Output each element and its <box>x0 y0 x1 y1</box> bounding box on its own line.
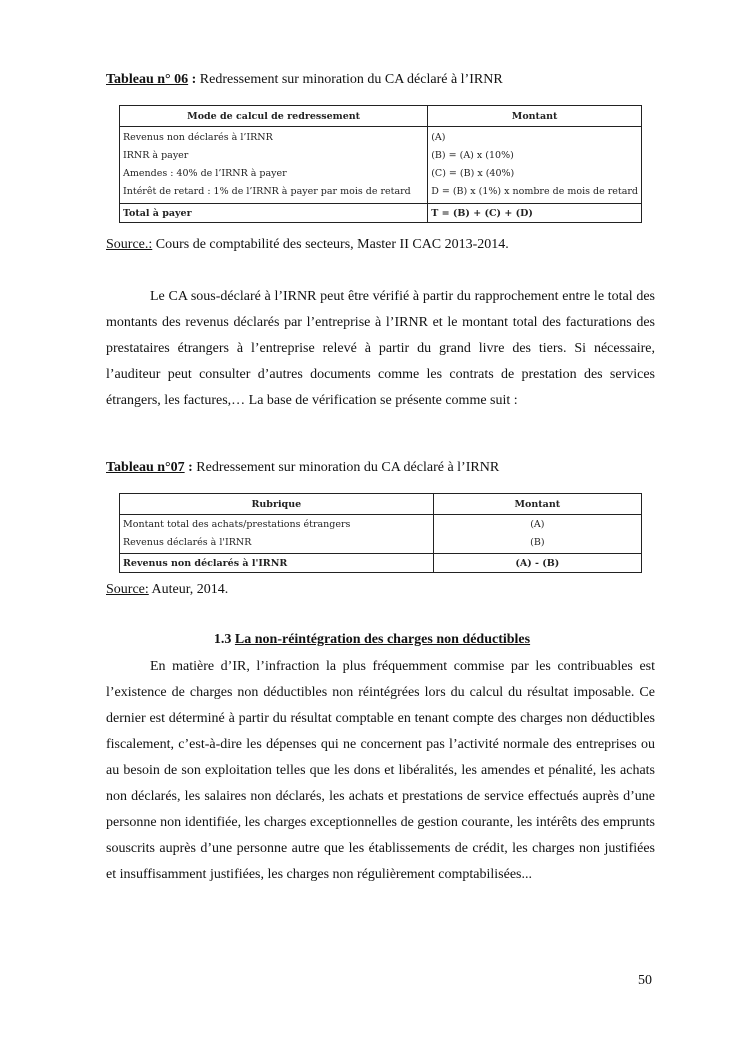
paragraph-charges: En matière d’IR, l’infraction la plus fréquemment commise par les contribuables est l’existence de charges non déductibles non réintégrées lors du calcul du résultat imposable. Ce dernier est déterminé à partir du résultat comptable en tenant compte des charges non déductibles fiscalement, c’est-à-dire les dépenses qui ne concernent pas l’activité normale des entreprises ou au besoin de son exploitation telles que les dons et libéralités, les amendes et pénalité, les achats non déclarés, les salaires non déclarés, les achats et prestations de service effectués auprès d’une personne non identifiée, les charges exceptionnelles de gestion courante, les intérêts des emprunts souscrits auprès d’une personne autre que les établissements de crédit, les charges non justifiées et insuffisamment justifiées, les charges non régulièrement comptabilisées... <box>106 659 655 882</box>
table-06-total-value: T = (B) + (C) + (D) <box>428 204 642 223</box>
table-07-total-label: Revenus non déclarés à l'IRNR <box>120 554 434 573</box>
table-06-mode-cell <box>120 127 428 204</box>
table-07-caption-colon: : <box>184 460 193 475</box>
table-row: (B) <box>530 537 545 548</box>
table-07-header-rubrique: Rubrique <box>120 494 434 515</box>
paragraph-verification: Le CA sous-déclaré à l’IRNR peut être vérifié à partir du rapprochement entre le total des montants des revenus déclarés par l’entreprise à l’IRNR et le montant total des facturations des prestataires étrangers à l’entreprise relevé à partir du grand livre des tiers. Si nécessaire, l’auditeur peut consulter d’autres documents comme les contrats de prestation des services étrangers, les factures,… La base de vérification se présente comme suit : <box>106 289 655 408</box>
table-07-header-montant: Montant <box>433 494 641 515</box>
table-06-header-montant: Montant <box>428 106 642 127</box>
page-number: 50 <box>638 973 652 988</box>
table-row: Revenus non déclarés à l’IRNR <box>123 132 273 143</box>
table-07-total-row <box>120 554 642 573</box>
table-07-header-row <box>120 494 642 515</box>
table-row: Amendes : 40% de l’IRNR à payer <box>123 168 287 179</box>
table-07 <box>119 493 642 573</box>
table-07-caption-label: Tableau n°07 <box>106 460 185 475</box>
table-06 <box>119 105 642 223</box>
table-07-source <box>106 581 228 599</box>
table-06-total-label: Total à payer <box>120 204 428 223</box>
table-row: (A) <box>431 132 446 143</box>
table-row: Montant total des achats/prestations étrangers <box>123 519 351 530</box>
table-07-caption-text: Redressement sur minoration du CA déclaré à l’IRNR <box>192 460 500 475</box>
table-06-body-row <box>120 127 642 204</box>
table-06-total-row <box>120 204 642 223</box>
table-06-source <box>106 236 509 254</box>
table-06-caption-colon: : <box>188 72 197 87</box>
table-07-rubrique-cell <box>120 515 434 554</box>
table-row: Revenus déclarés à l'IRNR <box>123 537 252 548</box>
table-07-caption <box>106 459 499 477</box>
table-06-header-mode: Mode de calcul de redressement <box>120 106 428 127</box>
table-row: Intérêt de retard : 1% de l’IRNR à payer par mois de retard <box>123 186 411 197</box>
table-06-montant-cell <box>428 127 642 204</box>
table-07-source-text: Auteur, 2014. <box>148 582 229 597</box>
table-07-body-row <box>120 515 642 554</box>
table-06-header-row <box>120 106 642 127</box>
table-06-caption-text: Redressement sur minoration du CA déclaré à l’IRNR <box>196 72 503 87</box>
table-06-caption-label: Tableau n° 06 <box>106 72 189 87</box>
table-row: IRNR à payer <box>123 150 189 161</box>
section-title: La non-réintégration des charges non déductibles <box>234 632 531 647</box>
table-row: (C) = (B) x (40%) <box>431 168 515 179</box>
table-06-caption <box>106 71 503 89</box>
table-07-montant-cell <box>433 515 641 554</box>
table-06-source-text: Cours de comptabilité des secteurs, Master II CAC 2013-2014. <box>152 237 509 252</box>
table-07-source-label: Source: <box>106 582 149 597</box>
section-number: 1.3 <box>213 632 232 647</box>
section-heading <box>0 631 744 649</box>
table-06-source-label: Source.: <box>106 237 153 252</box>
table-row: D = (B) x (1%) x nombre de mois de retard <box>431 186 638 197</box>
table-row: (A) <box>530 519 545 530</box>
table-row: (B) = (A) x (10%) <box>431 150 514 161</box>
table-07-total-value: (A) - (B) <box>433 554 641 573</box>
